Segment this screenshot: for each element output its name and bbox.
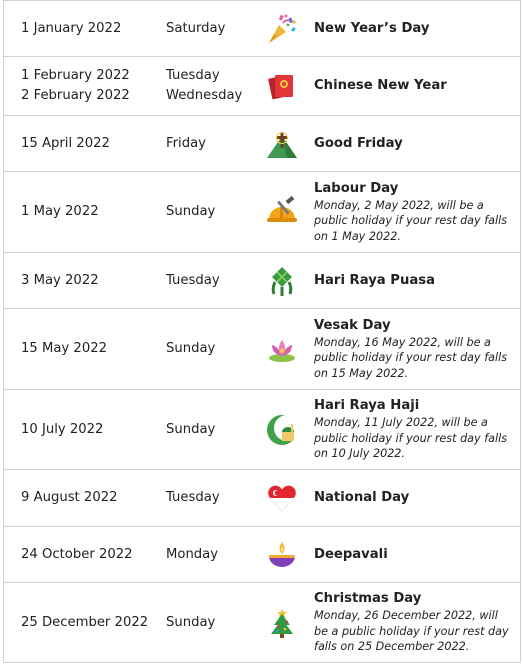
icon-cell (252, 470, 312, 527)
day-cell: Monday (149, 527, 252, 583)
table-row (4, 1, 520, 57)
date-cell: 15 May 2022 (4, 309, 149, 390)
day-cell: Tuesday Wednesday (149, 57, 252, 116)
table-row (4, 116, 520, 172)
table-row (4, 470, 520, 527)
table-row (4, 172, 520, 253)
holiday-name: New Year’s Day (314, 20, 430, 36)
table-row (4, 527, 520, 583)
icon-cell (252, 527, 312, 583)
party-popper-icon (265, 12, 299, 46)
table-row (4, 253, 520, 309)
holiday-name: Good Friday (314, 135, 403, 151)
holiday-name: Hari Raya Puasa (314, 272, 435, 288)
holiday-name-cell (312, 583, 520, 663)
icon-cell (252, 583, 312, 663)
holiday-table-wrap (3, 0, 521, 663)
icon-cell (252, 1, 312, 57)
crescent-mosque-icon (265, 413, 299, 447)
table-row (4, 583, 520, 663)
day-cell: Sunday (149, 390, 252, 470)
date-cell: 1 February 2022 2 February 2022 (4, 57, 149, 116)
icon-cell (252, 390, 312, 470)
icon-cell (252, 116, 312, 172)
holiday-name-cell (312, 1, 520, 57)
holiday-name-cell (312, 470, 520, 527)
holiday-name: Vesak Day (314, 317, 391, 333)
ketupat-icon (265, 264, 299, 298)
holiday-name-cell (312, 172, 520, 253)
date-cell: 10 July 2022 (4, 390, 149, 470)
date-cell: 1 January 2022 (4, 1, 149, 57)
holiday-name: Labour Day (314, 180, 399, 196)
day-cell: Tuesday (149, 470, 252, 527)
diya-lamp-icon (265, 538, 299, 572)
day-cell: Friday (149, 116, 252, 172)
holiday-name-cell (312, 527, 520, 583)
holiday-name-cell (312, 390, 520, 470)
holiday-name-cell (312, 309, 520, 390)
hard-hat-icon (265, 195, 299, 229)
table-row (4, 57, 520, 116)
christmas-tree-icon (265, 606, 299, 640)
date-cell: 24 October 2022 (4, 527, 149, 583)
red-envelope-icon (265, 69, 299, 103)
day-cell: Tuesday (149, 253, 252, 309)
icon-cell (252, 57, 312, 116)
holiday-name: Hari Raya Haji (314, 398, 420, 414)
date-cell: 3 May 2022 (4, 253, 149, 309)
icon-cell (252, 253, 312, 309)
date-cell: 1 May 2022 (4, 172, 149, 253)
holiday-name: Christmas Day (314, 591, 422, 607)
holiday-name-cell (312, 57, 520, 116)
holiday-note: Monday, 26 December 2022, will be a public holiday if your rest day falls on 25 December 2022. (314, 609, 509, 654)
holiday-name-cell (312, 253, 520, 309)
table-row (4, 309, 520, 390)
day-cell: Sunday (149, 172, 252, 253)
date-cell: 25 December 2022 (4, 583, 149, 663)
table-row (4, 390, 520, 470)
holiday-note: Monday, 2 May 2022, will be a public holiday if your rest day falls on 1 May 2022. (314, 198, 508, 243)
holiday-note: Monday, 16 May 2022, will be a public holiday if your rest day falls on 15 May 2022. (314, 335, 508, 380)
holiday-name: Chinese New Year (314, 78, 447, 93)
lotus-icon (265, 332, 299, 366)
holiday-name-cell (312, 116, 520, 172)
day-cell: Saturday (149, 1, 252, 57)
public-holidays-table (4, 0, 520, 663)
day-cell: Sunday (149, 309, 252, 390)
date-cell: 9 August 2022 (4, 470, 149, 527)
holiday-note: Monday, 11 July 2022, will be a public holiday if your rest day falls on 10 July 2022. (314, 416, 508, 461)
cross-hill-icon (265, 127, 299, 161)
holiday-name: Deepavali (314, 546, 388, 562)
icon-cell (252, 172, 312, 253)
holiday-name: National Day (314, 490, 410, 505)
date-cell: 15 April 2022 (4, 116, 149, 172)
icon-cell (252, 309, 312, 390)
singapore-heart-icon (265, 481, 299, 515)
day-cell: Sunday (149, 583, 252, 663)
